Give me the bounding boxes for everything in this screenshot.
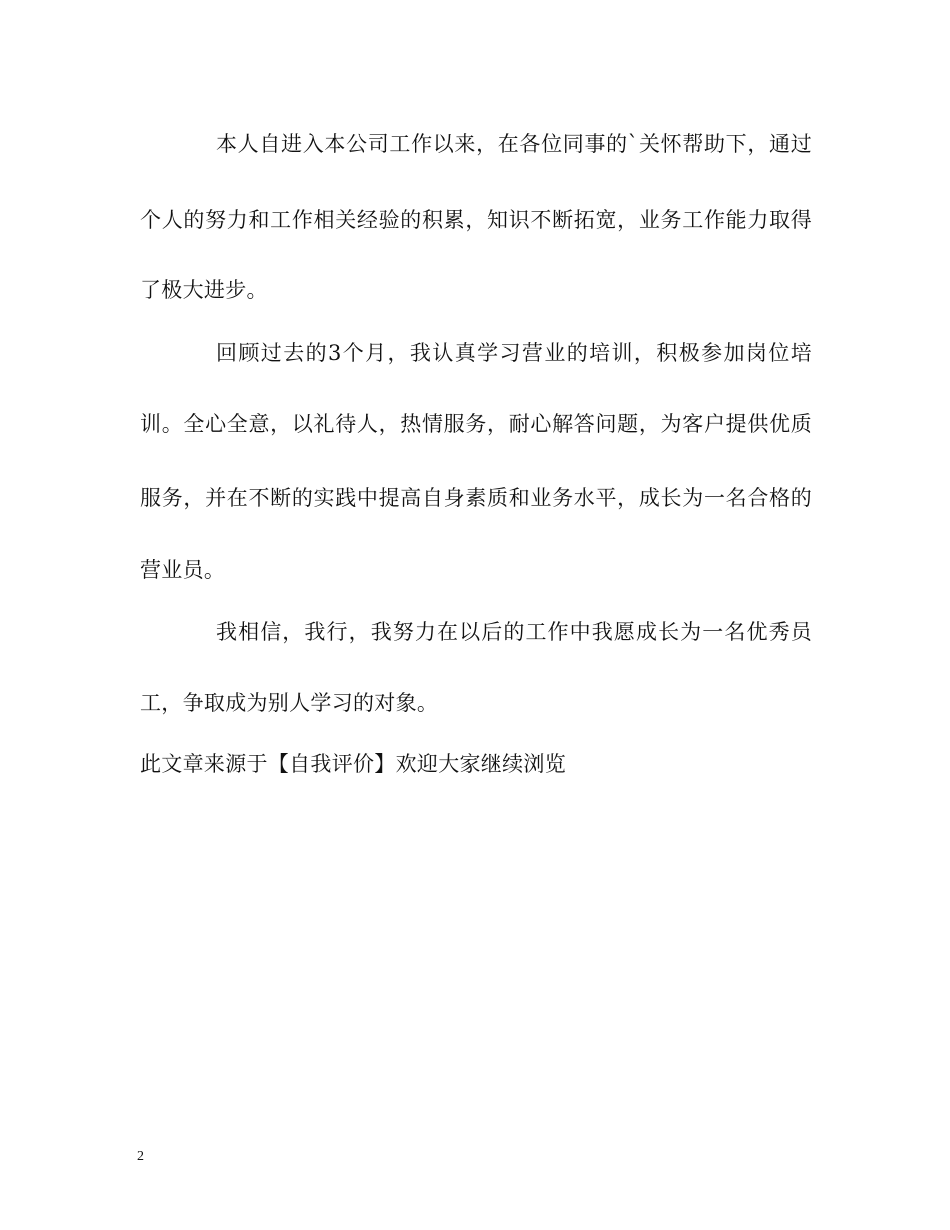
paragraph-1-line-1: 本人自进入本公司工作以来，在各位同事的`关怀帮助下，通过	[216, 132, 812, 156]
paragraph-1-line-3: 了极大进步。	[140, 278, 268, 302]
paragraph-3-line-2: 工，争取成为别人学习的对象。	[140, 691, 439, 715]
page-number: 2	[137, 1149, 144, 1164]
paragraph-1-line-2: 个人的努力和工作相关经验的积累，知识不断拓宽，业务工作能力取得	[140, 208, 812, 232]
paragraph-2-line-1: 回顾过去的3个月，我认真学习营业的培训，积极参加岗位培	[216, 341, 812, 365]
paragraph-2-line-4: 营业员。	[140, 558, 226, 582]
source-note: 此文章来源于【自我评价】欢迎大家继续浏览	[140, 752, 566, 776]
paragraph-3-line-1: 我相信，我行，我努力在以后的工作中我愿成长为一名优秀员	[216, 620, 812, 644]
paragraph-2-line-3: 服务，并在不断的实践中提高自身素质和业务水平，成长为一名合格的	[140, 486, 812, 510]
paragraph-2-line-2: 训。全心全意，以礼待人，热情服务，耐心解答问题，为客户提供优质	[140, 412, 812, 436]
